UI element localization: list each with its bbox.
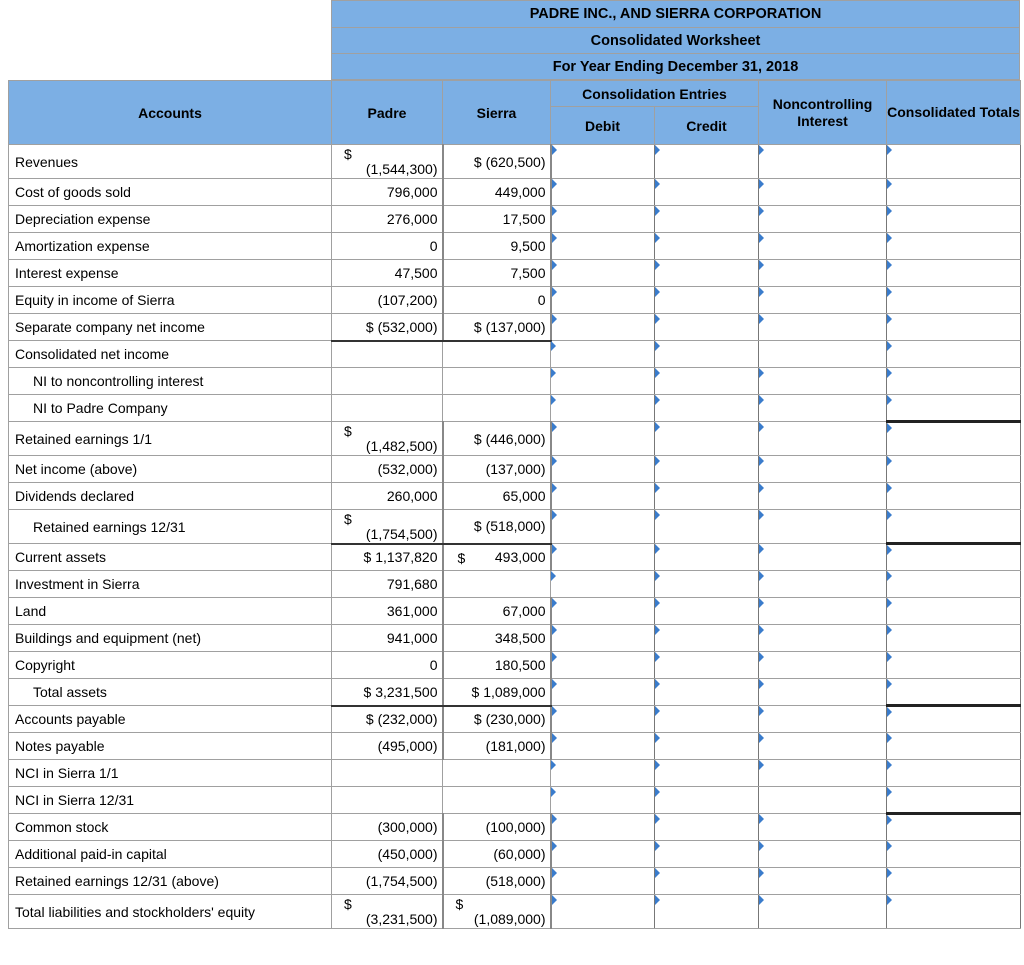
dollar-sign: $ [344, 511, 352, 527]
consolidated-total-input[interactable] [887, 571, 1021, 598]
padre-value: 276,000 [332, 206, 443, 233]
worksheet-title: PADRE INC., AND SIERRA CORPORATION [331, 0, 1020, 28]
credit-input[interactable] [655, 679, 759, 706]
account-label: NCI in Sierra 12/31 [9, 787, 332, 814]
table-row [9, 733, 1021, 760]
dollar-sign: $ [344, 146, 352, 162]
table-row [9, 368, 1021, 395]
credit-input[interactable] [655, 422, 759, 456]
credit-input[interactable] [655, 787, 759, 814]
debit-input[interactable] [551, 544, 655, 571]
consolidated-worksheet [8, 0, 1020, 929]
consolidated-total-input[interactable] [887, 760, 1021, 787]
credit-input[interactable] [655, 314, 759, 341]
nci-input[interactable] [759, 314, 887, 341]
account-label: Consolidated net income [9, 341, 332, 368]
padre-value [332, 895, 443, 929]
table-row [9, 571, 1021, 598]
padre-value: 47,500 [332, 260, 443, 287]
account-label: Copyright [9, 652, 332, 679]
padre-value: (532,000) [332, 456, 443, 483]
debit-input[interactable] [551, 706, 655, 733]
credit-input[interactable] [655, 456, 759, 483]
nci-input[interactable] [759, 760, 887, 787]
sierra-value: $ (518,000) [443, 510, 551, 544]
sierra-value: 7,500 [443, 260, 551, 287]
amount: (1,482,500) [365, 438, 438, 454]
table-row [9, 544, 1021, 571]
amount: 493,000 [494, 549, 546, 566]
consolidated-total-input[interactable] [887, 368, 1021, 395]
nci-input[interactable] [759, 287, 887, 314]
credit-input[interactable] [655, 145, 759, 179]
account-label: Common stock [9, 814, 332, 841]
consolidated-total-input[interactable] [887, 206, 1021, 233]
consolidated-total-input[interactable] [887, 145, 1021, 179]
credit-input[interactable] [655, 287, 759, 314]
consolidated-total-input[interactable] [887, 706, 1021, 733]
table-row [9, 706, 1021, 733]
debit-input[interactable] [551, 868, 655, 895]
consolidated-total-input[interactable] [887, 895, 1021, 929]
consolidated-total-input[interactable] [887, 625, 1021, 652]
sierra-value [443, 368, 551, 395]
table-row [9, 179, 1021, 206]
sierra-value: (100,000) [443, 814, 551, 841]
credit-input[interactable] [655, 179, 759, 206]
account-label: Retained earnings 12/31 (above) [9, 868, 332, 895]
credit-input[interactable] [655, 368, 759, 395]
table-row [9, 260, 1021, 287]
amount: (1,089,000) [473, 911, 546, 927]
debit-input[interactable] [551, 571, 655, 598]
debit-input[interactable] [551, 206, 655, 233]
sierra-value: $ (230,000) [443, 706, 551, 733]
table-row [9, 145, 1021, 179]
credit-input[interactable] [655, 814, 759, 841]
credit-input[interactable] [655, 598, 759, 625]
padre-value [332, 368, 443, 395]
account-label: Interest expense [9, 260, 332, 287]
consolidated-total-input[interactable] [887, 233, 1021, 260]
consolidated-total-input[interactable] [887, 679, 1021, 706]
padre-value [332, 510, 443, 544]
credit-input[interactable] [655, 652, 759, 679]
account-label: Equity in income of Sierra [9, 287, 332, 314]
padre-value [332, 787, 443, 814]
consolidated-total-input[interactable] [887, 422, 1021, 456]
credit-input[interactable] [655, 483, 759, 510]
dollar-sign: $ [455, 896, 464, 912]
col-header-debit: Debit [551, 107, 655, 145]
nci-input[interactable] [759, 483, 887, 510]
account-label: Buildings and equipment (net) [9, 625, 332, 652]
consolidated-total-input[interactable] [887, 483, 1021, 510]
padre-value: $ 1,137,820 [332, 544, 443, 571]
worksheet-period: For Year Ending December 31, 2018 [331, 54, 1020, 80]
table-row [9, 625, 1021, 652]
table-row [9, 868, 1021, 895]
credit-input[interactable] [655, 733, 759, 760]
debit-input[interactable] [551, 625, 655, 652]
account-label: Revenues [9, 145, 332, 179]
sierra-value: 9,500 [443, 233, 551, 260]
nci-input[interactable] [759, 841, 887, 868]
nci-input[interactable] [759, 814, 887, 841]
credit-input[interactable] [655, 841, 759, 868]
credit-input[interactable] [655, 206, 759, 233]
padre-value: $ 3,231,500 [332, 679, 443, 706]
table-row [9, 341, 1021, 368]
consolidated-total-input[interactable] [887, 287, 1021, 314]
account-label: Cost of goods sold [9, 179, 332, 206]
debit-input[interactable] [551, 679, 655, 706]
credit-input[interactable] [655, 233, 759, 260]
account-label: Notes payable [9, 733, 332, 760]
col-header-padre: Padre [332, 81, 443, 145]
account-label: Additional paid-in capital [9, 841, 332, 868]
account-label: NI to noncontrolling interest [9, 368, 332, 395]
padre-value: $ (532,000) [332, 314, 443, 341]
col-header-consolidated-totals: Consolidated Totals [887, 81, 1021, 145]
consolidated-total-input[interactable] [887, 179, 1021, 206]
padre-value [332, 341, 443, 368]
table-row [9, 287, 1021, 314]
padre-value: (1,754,500) [332, 868, 443, 895]
table-row [9, 456, 1021, 483]
amount: (1,754,500) [365, 525, 438, 542]
padre-value: (107,200) [332, 287, 443, 314]
consolidated-total-input[interactable] [887, 260, 1021, 287]
consolidated-total-input[interactable] [887, 598, 1021, 625]
nci-input[interactable] [759, 571, 887, 598]
debit-input[interactable] [551, 483, 655, 510]
credit-input[interactable] [655, 571, 759, 598]
table-row [9, 841, 1021, 868]
account-label: Total liabilities and stockholders' equity [9, 895, 332, 929]
padre-value [332, 422, 443, 456]
sierra-value: 0 [443, 287, 551, 314]
consolidated-total-input[interactable] [887, 868, 1021, 895]
nci-input[interactable] [759, 368, 887, 395]
table-row [9, 787, 1021, 814]
debit-input[interactable] [551, 652, 655, 679]
sierra-value: 65,000 [443, 483, 551, 510]
sierra-value: (137,000) [443, 456, 551, 483]
col-header-credit: Credit [655, 107, 759, 145]
nci-input[interactable] [759, 598, 887, 625]
account-label: Dividends declared [9, 483, 332, 510]
debit-input[interactable] [551, 341, 655, 368]
padre-value [332, 395, 443, 422]
dollar-sign: $ [457, 549, 466, 566]
sierra-value: 17,500 [443, 206, 551, 233]
amount: (3,231,500) [365, 911, 438, 927]
credit-input[interactable] [655, 895, 759, 929]
consolidated-total-input[interactable] [887, 510, 1021, 544]
padre-value: 260,000 [332, 483, 443, 510]
account-label: Land [9, 598, 332, 625]
table-row [9, 760, 1021, 787]
nci-input[interactable] [759, 395, 887, 422]
debit-input[interactable] [551, 368, 655, 395]
sierra-value: $ (446,000) [443, 422, 551, 456]
sierra-value [443, 895, 551, 929]
nci-input [759, 787, 887, 814]
credit-input[interactable] [655, 760, 759, 787]
debit-input[interactable] [551, 733, 655, 760]
sierra-value: (181,000) [443, 733, 551, 760]
col-header-noncontrolling-interest: Noncontrolling Interest [759, 81, 887, 145]
table-row [9, 510, 1021, 544]
account-label: Retained earnings 12/31 [9, 510, 332, 544]
nci-input[interactable] [759, 510, 887, 544]
padre-value: 796,000 [332, 179, 443, 206]
credit-input[interactable] [655, 868, 759, 895]
table-row [9, 483, 1021, 510]
table-row [9, 395, 1021, 422]
table-row [9, 814, 1021, 841]
account-label: Net income (above) [9, 456, 332, 483]
nci-input[interactable] [759, 733, 887, 760]
col-header-accounts: Accounts [9, 81, 332, 145]
nci-input[interactable] [759, 652, 887, 679]
nci-input[interactable] [759, 456, 887, 483]
debit-input[interactable] [551, 895, 655, 929]
consolidated-total-input[interactable] [887, 814, 1021, 841]
table-row [9, 422, 1021, 456]
consolidated-total-input[interactable] [887, 456, 1021, 483]
sierra-value: $ (137,000) [443, 314, 551, 341]
col-header-consolidation-entries: Consolidation Entries [551, 81, 759, 107]
consolidated-total-input[interactable] [887, 395, 1021, 422]
debit-input[interactable] [551, 233, 655, 260]
table-row [9, 233, 1021, 260]
nci-input[interactable] [759, 544, 887, 571]
debit-input[interactable] [551, 179, 655, 206]
worksheet-subtitle: Consolidated Worksheet [331, 28, 1020, 54]
padre-value: 941,000 [332, 625, 443, 652]
table-row [9, 206, 1021, 233]
sierra-value: 449,000 [443, 179, 551, 206]
debit-input[interactable] [551, 260, 655, 287]
dollar-sign: $ [344, 896, 352, 912]
sierra-value: (60,000) [443, 841, 551, 868]
consolidated-total-input[interactable] [887, 733, 1021, 760]
table-row [9, 314, 1021, 341]
nci-input[interactable] [759, 706, 887, 733]
account-label: Accounts payable [9, 706, 332, 733]
sierra-value: 180,500 [443, 652, 551, 679]
table-row [9, 895, 1021, 929]
debit-input[interactable] [551, 760, 655, 787]
debit-input[interactable] [551, 145, 655, 179]
padre-value: 0 [332, 652, 443, 679]
col-header-sierra: Sierra [443, 81, 551, 145]
account-label: Retained earnings 1/1 [9, 422, 332, 456]
sierra-value [443, 760, 551, 787]
nci-input[interactable] [759, 260, 887, 287]
nci-input[interactable] [759, 895, 887, 929]
nci-input[interactable] [759, 233, 887, 260]
debit-input[interactable] [551, 814, 655, 841]
padre-value: 791,680 [332, 571, 443, 598]
table-row [9, 598, 1021, 625]
debit-input[interactable] [551, 841, 655, 868]
credit-input[interactable] [655, 510, 759, 544]
debit-input[interactable] [551, 456, 655, 483]
dollar-sign: $ [344, 423, 352, 439]
sierra-value: 348,500 [443, 625, 551, 652]
account-label: Separate company net income [9, 314, 332, 341]
credit-input[interactable] [655, 260, 759, 287]
nci-input[interactable] [759, 145, 887, 179]
debit-input[interactable] [551, 395, 655, 422]
debit-input[interactable] [551, 314, 655, 341]
credit-input[interactable] [655, 625, 759, 652]
consolidated-total-input[interactable] [887, 314, 1021, 341]
debit-input[interactable] [551, 422, 655, 456]
consolidated-total-input[interactable] [887, 787, 1021, 814]
account-label: NCI in Sierra 1/1 [9, 760, 332, 787]
padre-value: $ (232,000) [332, 706, 443, 733]
sierra-value [443, 341, 551, 368]
table-row [9, 652, 1021, 679]
consolidated-total-input[interactable] [887, 341, 1021, 368]
amount: (1,544,300) [365, 161, 438, 177]
debit-input[interactable] [551, 510, 655, 544]
nci-input [759, 341, 887, 368]
nci-input[interactable] [759, 679, 887, 706]
table-row [9, 679, 1021, 706]
sierra-value [443, 787, 551, 814]
account-label: Investment in Sierra [9, 571, 332, 598]
consolidated-total-input[interactable] [887, 841, 1021, 868]
padre-value: 0 [332, 233, 443, 260]
sierra-value: (518,000) [443, 868, 551, 895]
worksheet-table [8, 80, 1021, 929]
padre-value: (450,000) [332, 841, 443, 868]
account-label: Total assets [9, 679, 332, 706]
padre-value: (300,000) [332, 814, 443, 841]
padre-value [332, 145, 443, 179]
credit-input[interactable] [655, 706, 759, 733]
account-label: Amortization expense [9, 233, 332, 260]
account-label: NI to Padre Company [9, 395, 332, 422]
sierra-value: 67,000 [443, 598, 551, 625]
sierra-value: $ 1,089,000 [443, 679, 551, 706]
debit-input[interactable] [551, 287, 655, 314]
credit-input[interactable] [655, 544, 759, 571]
padre-value: (495,000) [332, 733, 443, 760]
sierra-value: $ (620,500) [443, 145, 551, 179]
padre-value: 361,000 [332, 598, 443, 625]
consolidated-total-input[interactable] [887, 544, 1021, 571]
sierra-value [443, 571, 551, 598]
nci-input[interactable] [759, 422, 887, 456]
account-label: Depreciation expense [9, 206, 332, 233]
nci-input[interactable] [759, 868, 887, 895]
account-label: Current assets [9, 544, 332, 571]
padre-value [332, 760, 443, 787]
debit-input[interactable] [551, 598, 655, 625]
sierra-value [443, 395, 551, 422]
nci-input[interactable] [759, 179, 887, 206]
consolidated-total-input[interactable] [887, 652, 1021, 679]
nci-input[interactable] [759, 625, 887, 652]
credit-input[interactable] [655, 395, 759, 422]
debit-input[interactable] [551, 787, 655, 814]
sierra-value [443, 544, 551, 571]
credit-input[interactable] [655, 341, 759, 368]
nci-input[interactable] [759, 206, 887, 233]
